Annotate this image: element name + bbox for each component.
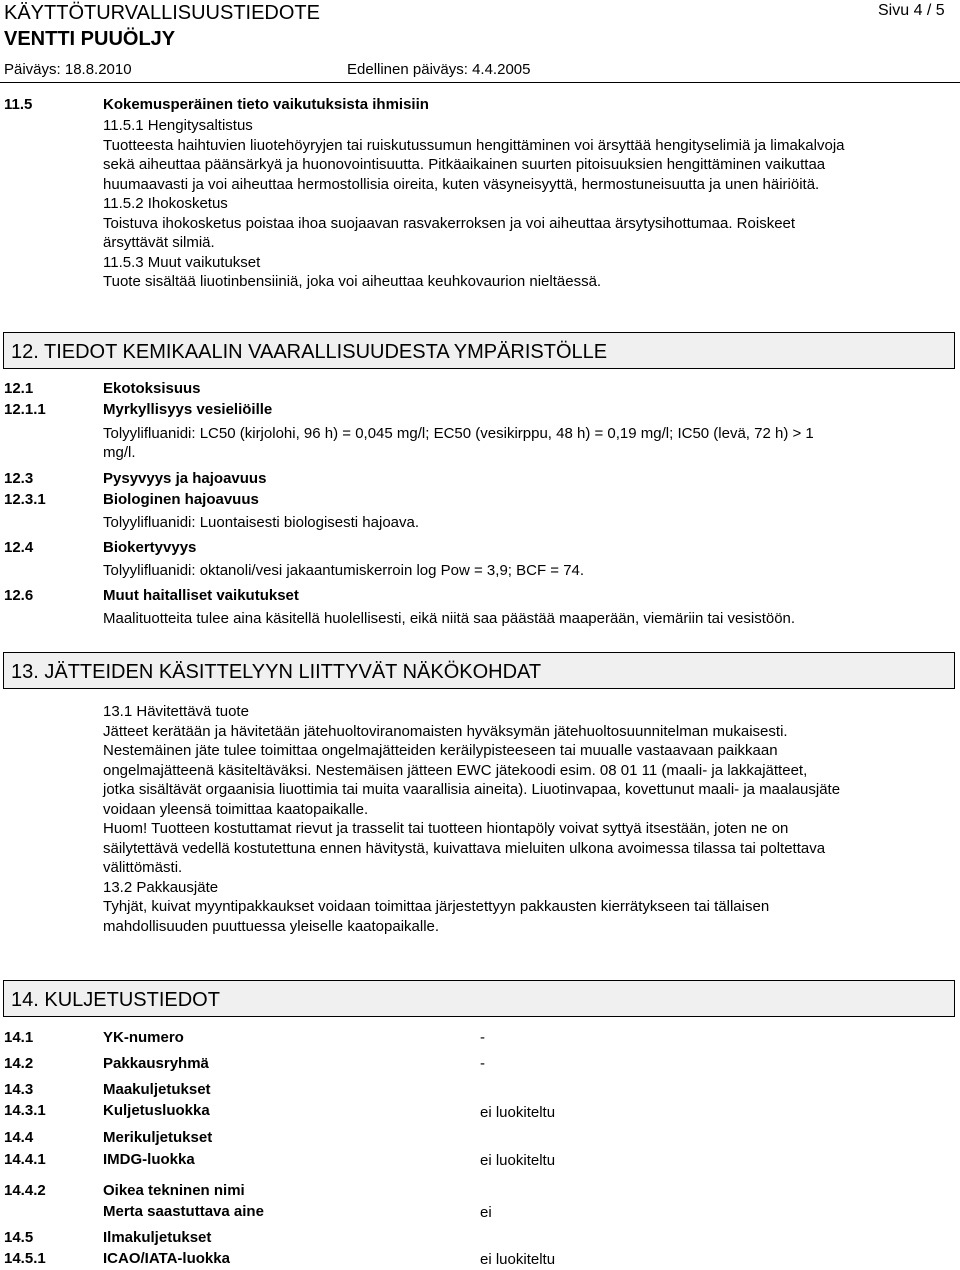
paragraph-line: 13.2 Pakkausjäte [103,878,219,896]
transport-row-number: 14.4 [4,1129,34,1146]
subsection-number: 12.1.1 [4,401,46,418]
transport-row-label: IMDG-luokka [103,1151,195,1168]
transport-row-value: ei luokiteltu [480,1251,556,1268]
transport-row-label: Maakuljetukset [103,1081,211,1098]
paragraph-line: mahdollisuuden puuttuessa yleiselle kaatopaikalle. [103,917,440,935]
paragraph-line: säilytettävä vedellä kostutettuna ennen hävitystä, kuivattava mieluiten ulkona avoimessa tilassa tai poltettava [103,839,826,857]
section-12-heading [3,332,955,369]
transport-row-number: 14.3.1 [4,1102,46,1119]
transport-row-label: YK-numero [103,1029,184,1046]
transport-row-label: Kuljetusluokka [103,1102,210,1119]
page-number: Sivu 4 / 5 [878,2,945,19]
paragraph-line: voidaan yleensä toimittaa kaatopaikalle. [103,800,369,818]
subsection-number: 12.4 [4,539,34,556]
paragraph-line: mg/l. [103,444,136,461]
subsection-title: Pysyvyys ja hajoavuus [103,470,267,487]
transport-row-number: 14.2 [4,1055,34,1072]
paragraph-line: Tyhjät, kuivat myyntipakkaukset voidaan toimittaa järjestettyyn pakkausten kierrätykseen tai tällaisen [103,898,770,915]
transport-row-number: 14.1 [4,1029,34,1046]
paragraph-line: 13.1 Hävitettävä tuote [103,703,249,720]
paragraph-line: sekä aiheuttaa päänsärkyä ja huonovointisuutta. Pitkäaikainen suurten pitoisuuksien hengittäminen vaikuttaa [103,156,826,173]
paragraph-line: 11.5.1 Hengitysaltistus [103,117,253,134]
subsection-title: Ekotoksisuus [103,380,201,397]
section-11-5-body [103,116,955,292]
transport-row-number: 14.4.2 [4,1182,46,1199]
section-14-heading [3,980,955,1017]
paragraph-line: Jätteet kerätään ja hävitetään jätehuoltoviranomaisten hyväksymän jätehuoltosuunnitelman mukaisesti. [103,722,788,740]
paragraph-line: 11.5.2 Ihokosketus [103,195,228,212]
paragraph-line: jotka sisältävät orgaanisia liuottimia tai muita vaarallisia aineita). Liuotinvapaa, kovettunut maali- ja maalausjäte [103,781,841,798]
transport-row-value: ei [480,1204,492,1221]
transport-row-number: 14.5.1 [4,1250,46,1267]
header-divider [0,82,960,83]
subsection-title: Biokertyvyys [103,539,197,556]
section-heading-text: 13. JÄTTEIDEN KÄSITTELYYN LIITTYVÄT NÄKÖKOHDAT [11,661,542,683]
paragraph-line: Tuotteesta haihtuvien liuotehöyryjen tai ruiskutussumun hengittäminen voi ärsyttää hengityselimiä ja limakalvoja [103,136,845,154]
transport-row-label: ICAO/IATA-luokka [103,1250,230,1267]
paragraph-line: huumaavasti ja voi aiheuttaa hermostollisia oireita, kuten väsyneisyyttä, hermostuneisuutta ja unen häiriöitä. [103,175,820,193]
section-title: Kokemusperäinen tieto vaikutuksista ihmisiin [103,96,429,113]
paragraph-line: Huom! Tuotteen kostuttamat rievut ja trasselit tai tuotteen hiontapöly voivat syttyä itsestään, joten ne on [103,820,789,837]
transport-row-number: 14.4.1 [4,1151,46,1168]
section-13-body [103,702,955,936]
paragraph-line: Tolyylifluanidi: oktanoli/vesi jakaantumiskerroin log Pow = 3,9; BCF = 74. [103,562,585,579]
transport-row-value: - [480,1055,485,1072]
transport-row-label: Merta saastuttava aine [103,1203,264,1220]
subsection-number: 12.6 [4,587,34,604]
transport-row-number: 14.5 [4,1229,34,1246]
transport-row-value: ei luokiteltu [480,1152,556,1169]
transport-row-label: Pakkausryhmä [103,1055,209,1072]
subsection-number: 12.3.1 [4,491,46,508]
subsection-number: 12.1 [4,380,34,397]
subsection-title: Myrkyllisyys vesieliöille [103,401,273,418]
product-name: VENTTI PUUÖLJY [4,28,176,50]
paragraph-line: Tolyylifluanidi: Luontaisesti biologisesti hajoava. [103,514,420,531]
document-title: KÄYTTÖTURVALLISUUSTIEDOTE [4,2,320,24]
subsection-number: 12.3 [4,470,34,487]
paragraph-line: Tolyylifluanidi: LC50 (kirjolohi, 96 h) = 0,045 mg/l; EC50 (vesikirppu, 48 h) = 0,19 mg/l; IC50 (levä, 72 h) > 1 [103,425,814,442]
issue-date: Päiväys: 18.8.2010 [4,61,132,78]
section-number: 11.5 [4,96,33,113]
paragraph-line: Maalituotteita tulee aina käsitellä huolellisesti, eikä niitä saa päästää maaperään, viemäriin tai vesistöön. [103,610,796,627]
paragraph-line: 11.5.3 Muut vaikutukset [103,253,261,271]
transport-row-value: ei luokiteltu [480,1104,556,1121]
paragraph-line: ärsyttävät silmiä. [103,234,215,251]
section-13-heading [3,652,955,689]
transport-row-label: Ilmakuljetukset [103,1229,212,1246]
previous-issue-date: Edellinen päiväys: 4.4.2005 [347,61,531,78]
transport-row-label: Merikuljetukset [103,1129,213,1146]
subsection-title: Muut haitalliset vaikutukset [103,587,299,604]
section-heading-text: 12. TIEDOT KEMIKAALIN VAARALLISUUDESTA YMPÄRISTÖLLE [11,341,608,363]
paragraph-line: ongelmajätteenä käsiteltäväksi. Nestemäisen jätteen EWC jätekoodi esim. 08 01 11 (maali- ja lakkajätteet, [103,761,808,779]
paragraph-line: välittömästi. [103,859,183,876]
transport-row-label: Oikea tekninen nimi [103,1182,245,1199]
transport-row-value: - [480,1029,485,1046]
paragraph-line: Tuote sisältää liuotinbensiiniä, joka voi aiheuttaa keuhkovaurion nieltäessä. [103,273,602,290]
transport-row-number: 14.3 [4,1081,34,1098]
paragraph-line: Nestemäinen jäte tulee toimittaa ongelmajätteiden keräilypisteeseen tai muualle vastaavaan paikkaan [103,742,778,759]
section-heading-text: 14. KULJETUSTIEDOT [11,989,220,1011]
subsection-title: Biologinen hajoavuus [103,491,259,508]
paragraph-line: Toistuva ihokosketus poistaa ihoa suojaavan rasvakerroksen ja voi aiheuttaa ärsytysihottumaa. Roiskeet [103,214,796,232]
